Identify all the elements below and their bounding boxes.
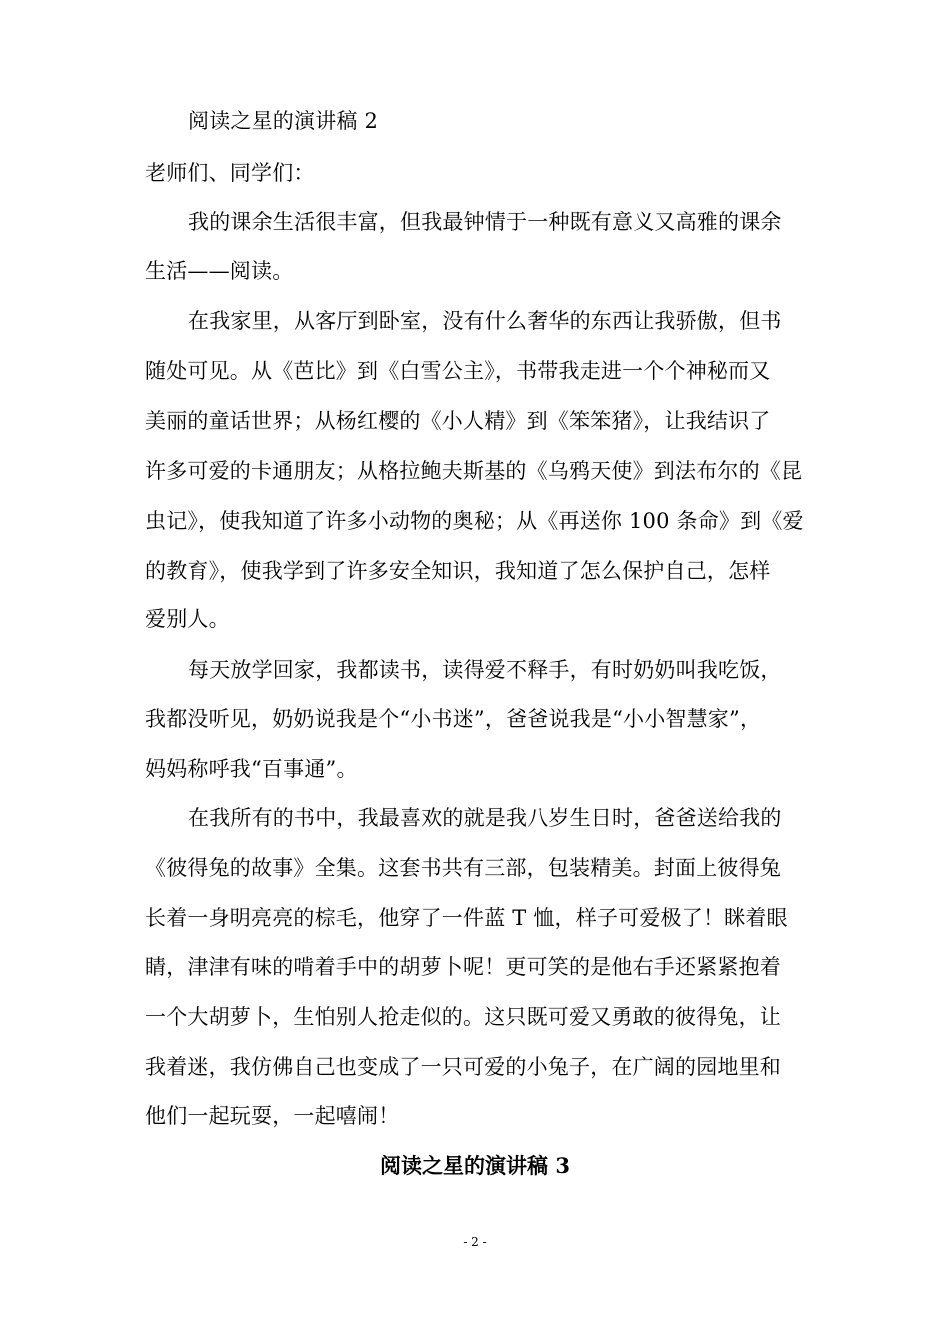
- paragraph-line: 长着一身明亮亮的棕毛，他穿了一件蓝 T 恤，样子可爱极了！眯着眼: [145, 906, 788, 930]
- paragraph-line: 许多可爱的卡通朋友；从格拉鲍夫斯基的《乌鸦天使》到法布尔的《昆: [145, 459, 803, 483]
- paragraph-line: 《彼得兔的故事》全集。这套书共有三部，包装精美。封面上彼得兔: [145, 856, 781, 880]
- salutation: 老师们、同学们：: [145, 161, 315, 185]
- section-heading: 阅读之星的演讲稿 3: [380, 1153, 570, 1178]
- paragraph-line: 爱别人。: [145, 607, 230, 631]
- paragraph-line: 虫记》，使我知道了许多小动物的奥秘；从《再送你 100 条命》到《爱: [145, 509, 804, 533]
- paragraph-line: 他们一起玩耍，一起嘻闹！: [145, 1104, 400, 1128]
- paragraph-line: 美丽的童话世界；从杨红樱的《小人精》到《笨笨猪》，让我结识了: [145, 409, 771, 433]
- paragraph-line: 在我所有的书中，我最喜欢的就是我八岁生日时，爸爸送给我的: [188, 806, 782, 830]
- paragraph-line: 一个大胡萝卜，生怕别人抢走似的。这只既可爱又勇敢的彼得兔，让: [145, 1005, 781, 1029]
- paragraph-line: 每天放学回家，我都读书，读得爱不释手，有时奶奶叫我吃饭，: [188, 658, 782, 682]
- paragraph-line: 睛，津津有味的啃着手中的胡萝卜呢！更可笑的是他右手还紧紧抱着: [145, 955, 781, 979]
- paragraph-line: 我的课余生活很丰富，但我最钟情于一种既有意义又高雅的课余: [188, 210, 782, 234]
- paragraph-line: 我都没听见，奶奶说我是个“小书迷”，爸爸说我是“小小智慧家”，: [145, 707, 762, 731]
- page-number: - 2 -: [463, 1235, 487, 1249]
- speech-subtitle: 阅读之星的演讲稿 2: [188, 109, 379, 133]
- paragraph-line: 的教育》，使我学到了许多安全知识，我知道了怎么保护自己，怎样: [145, 559, 771, 583]
- paragraph-line: 生活——阅读。: [145, 259, 294, 283]
- paragraph-line: 在我家里，从客厅到卧室，没有什么奢华的东西让我骄傲，但书: [188, 309, 782, 333]
- paragraph-line: 我着迷，我仿佛自己也变成了一只可爱的小兔子，在广阔的园地里和: [145, 1055, 781, 1079]
- paragraph-line: 妈妈称呼我“百事通”。: [145, 757, 358, 781]
- paragraph-line: 随处可见。从《芭比》到《白雪公主》，书带我走进一个个神秘而又: [145, 359, 771, 383]
